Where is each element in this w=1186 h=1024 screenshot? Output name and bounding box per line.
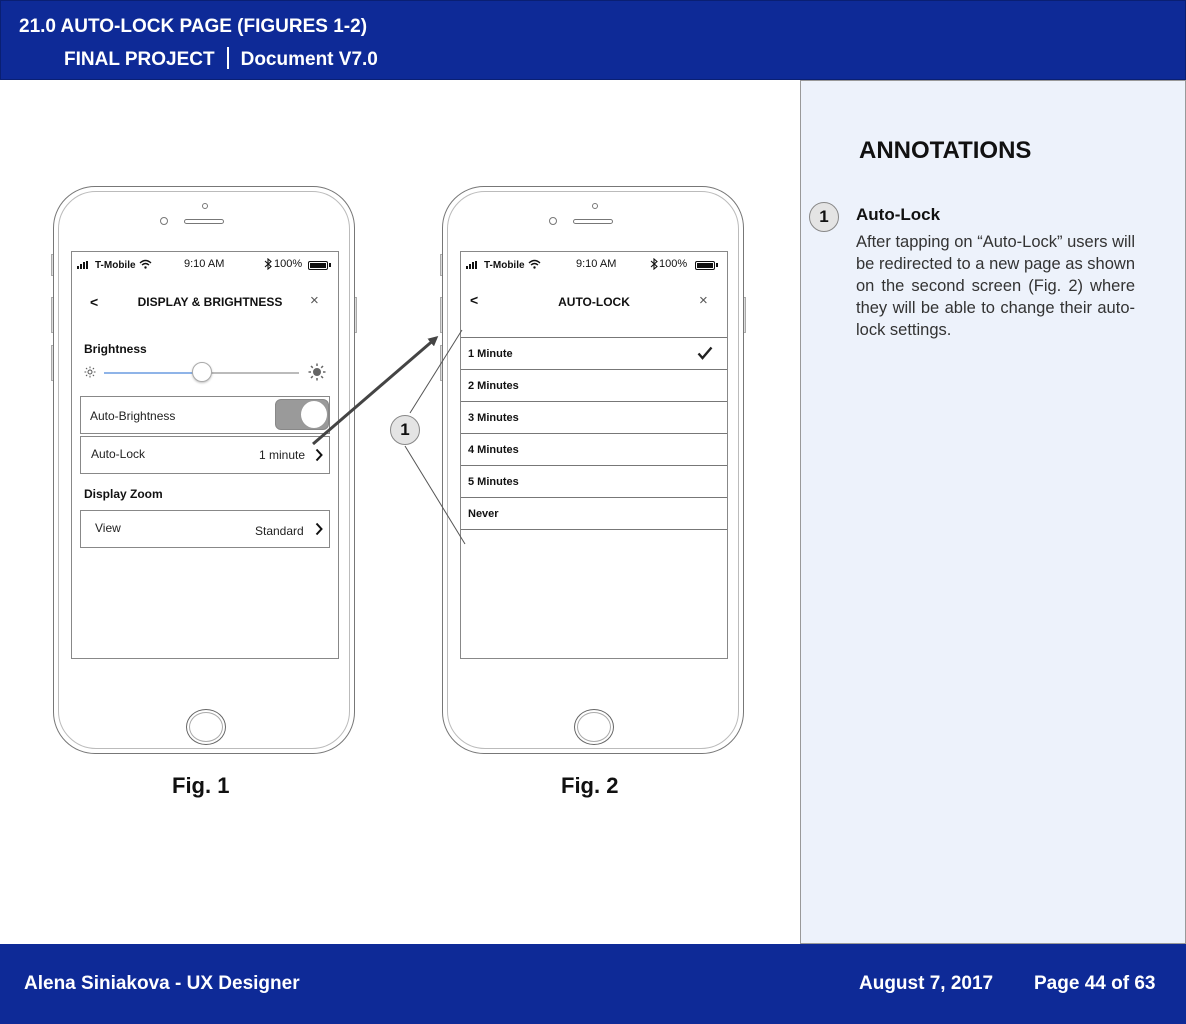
- figure-caption-1: Fig. 1: [172, 773, 230, 798]
- screen-title: DISPLAY & BRIGHTNESS: [137, 295, 283, 309]
- close-button[interactable]: ×: [310, 292, 319, 309]
- document-date: August 7, 2017: [859, 973, 994, 994]
- status-time: 9:10 AM: [184, 258, 225, 270]
- figure-caption-2: Fig. 2: [561, 773, 619, 798]
- back-button[interactable]: <: [470, 292, 479, 308]
- annotation-text: After tapping on “Auto-Lock” users will be redirected to a new page as shown on the second screen (Fig. 2) where they will be able to change their auto-lock settings.: [856, 233, 1135, 339]
- callout-number-badge: 1: [390, 415, 420, 445]
- display-zoom-label: Display Zoom: [84, 487, 163, 501]
- view-label: View: [95, 521, 121, 535]
- view-value: Standard: [255, 524, 304, 538]
- auto-lock-label: Auto-Lock: [91, 447, 146, 461]
- battery-percent: 100%: [659, 258, 688, 270]
- annotation-number-badge: 1: [809, 202, 839, 232]
- carrier-name: T-Mobile: [484, 260, 525, 271]
- auto-lock-option-label: Never: [468, 508, 499, 520]
- screen-title: AUTO-LOCK: [558, 295, 630, 309]
- callout-line-top: [410, 330, 462, 413]
- callout-line-bottom: [405, 446, 465, 544]
- annotations-heading: ANNOTATIONS: [859, 137, 1032, 164]
- auto-lock-option-label: 4 Minutes: [468, 444, 519, 456]
- project-name: FINAL PROJECT: [64, 49, 215, 70]
- page-number: Page 44 of 63: [1034, 973, 1156, 994]
- annotation-title: Auto-Lock: [856, 205, 941, 224]
- status-time: 9:10 AM: [576, 258, 617, 270]
- auto-lock-option-label: 2 Minutes: [468, 380, 519, 392]
- auto-lock-option-label: 3 Minutes: [468, 412, 519, 424]
- back-button[interactable]: <: [90, 294, 99, 310]
- auto-lock-value: 1 minute: [259, 448, 306, 462]
- author-name: Alena Siniakova - UX Designer: [24, 973, 300, 994]
- page-title: 21.0 AUTO-LOCK PAGE (FIGURES 1-2): [19, 16, 368, 37]
- carrier-name: T-Mobile: [95, 260, 136, 271]
- auto-lock-option-label: 5 Minutes: [468, 476, 519, 488]
- battery-percent: 100%: [274, 258, 303, 270]
- close-button[interactable]: ×: [699, 292, 708, 309]
- auto-lock-option-label: 1 Minute: [468, 348, 513, 360]
- auto-brightness-label: Auto-Brightness: [90, 409, 176, 423]
- document-version: Document V7.0: [240, 49, 378, 70]
- brightness-label: Brightness: [84, 342, 147, 356]
